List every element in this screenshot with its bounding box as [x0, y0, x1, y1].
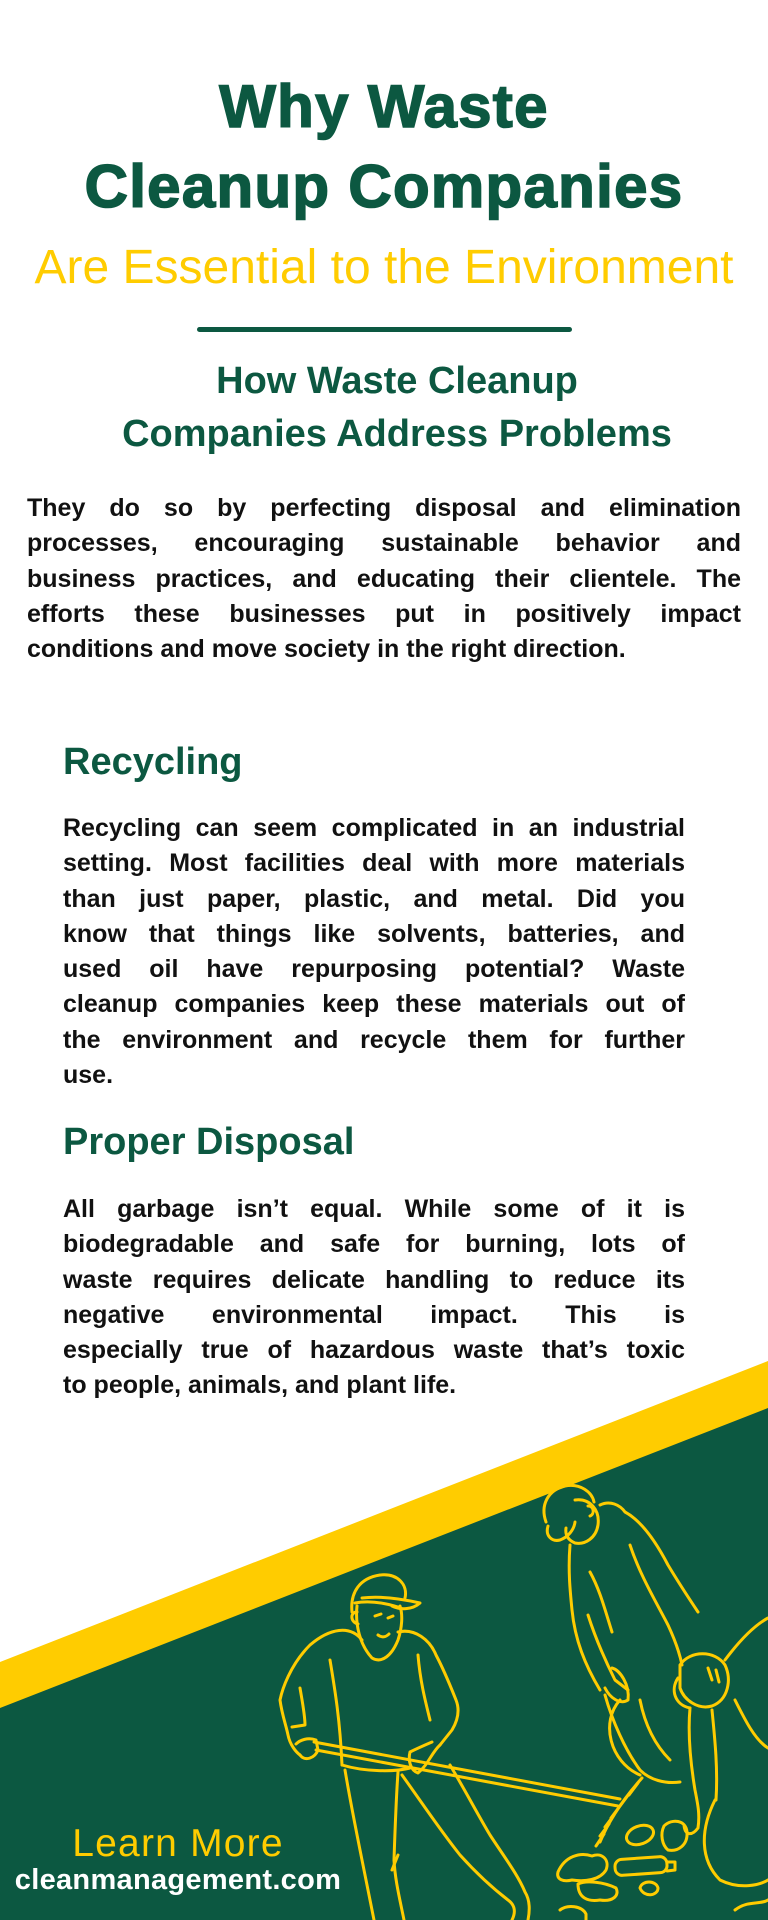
paragraph-line: especially true of hazardous waste that’s toxic: [63, 1336, 685, 1365]
paragraph-line: cleanup companies keep these materials out of: [63, 990, 685, 1019]
recycling-paragraph: [63, 811, 685, 1093]
page-title: [0, 67, 768, 227]
intro-paragraph: [27, 491, 741, 667]
title-divider: [197, 327, 572, 332]
recycling-heading: Recycling: [63, 741, 243, 783]
website-link[interactable]: cleanmanagement.com: [14, 1864, 342, 1896]
intro-heading: [13, 355, 768, 461]
paragraph-line: than just paper, plastic, and metal. Did you: [63, 884, 685, 913]
intro-heading-line-2: Companies Address Problems: [122, 413, 672, 455]
paragraph-line: to people, animals, and plant life.: [63, 1371, 457, 1400]
paragraph-line: use.: [63, 1061, 114, 1090]
paragraph-line: negative environmental impact. This is: [63, 1300, 685, 1329]
paragraph-line: waste requires delicate handling to reduce its: [63, 1265, 685, 1294]
paragraph-line: know that things like solvents, batteries, and: [63, 919, 685, 948]
paragraph-line: setting. Most facilities deal with more materials: [63, 849, 685, 878]
learn-more-label: Learn More: [72, 1822, 284, 1865]
paragraph-line: Recycling can seem complicated in an industrial: [63, 814, 685, 842]
title-line-2: Cleanup Companies: [84, 153, 684, 220]
paragraph-line: processes, encouraging sustainable behavior and: [27, 529, 741, 558]
page-subtitle: Are Essential to the Environment: [34, 241, 734, 294]
proper-disposal-heading: Proper Disposal: [63, 1121, 355, 1163]
paragraph-line: efforts these businesses put in positively impact: [27, 599, 741, 628]
paragraph-line: biodegradable and safe for burning, lots of: [63, 1230, 685, 1259]
paragraph-line: the environment and recycle them for further: [63, 1025, 685, 1054]
paragraph-line: used oil have repurposing potential? Waste: [63, 955, 685, 984]
title-line-1: Why Waste: [219, 73, 549, 140]
paragraph-line: All garbage isn’t equal. While some of it is: [63, 1195, 685, 1223]
intro-heading-line-1: How Waste Cleanup: [216, 360, 578, 402]
paragraph-line: business practices, and educating their clientele. The: [27, 564, 741, 593]
paragraph-line: They do so by perfecting disposal and elimination: [27, 494, 741, 522]
paragraph-line: conditions and move society in the right direction.: [27, 635, 626, 664]
proper-disposal-paragraph: [63, 1192, 685, 1404]
